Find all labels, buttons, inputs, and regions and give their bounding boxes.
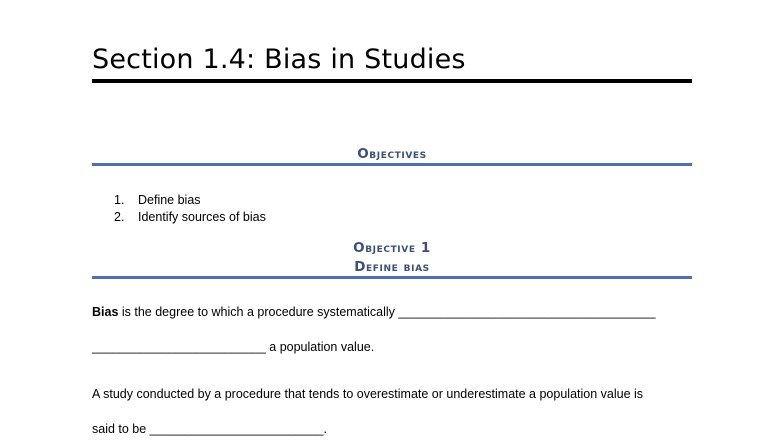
list-number: 1.	[114, 193, 125, 207]
objectives-list	[114, 192, 266, 226]
paragraph-said-to-be: said to be _________________________.	[92, 422, 327, 436]
section-title: Section 1.4: Bias in Studies	[92, 44, 466, 75]
title-rule	[92, 79, 692, 83]
objective1-heading-line2: Define bias	[354, 259, 430, 275]
list-text: Identify sources of bias	[138, 210, 266, 224]
paragraph-blank-line: _________________________ a population value.	[92, 340, 375, 354]
objective1-rule	[92, 276, 692, 279]
bias-term: Bias	[92, 305, 119, 319]
objectives-heading: Objectives	[357, 146, 427, 162]
paragraph-bias-definition	[92, 304, 656, 320]
list-item	[114, 192, 266, 209]
list-text: Define bias	[138, 193, 201, 207]
objectives-rule	[92, 163, 692, 166]
paragraph-study: A study conducted by a procedure that tends to overestimate or underestimate a population value is	[92, 387, 644, 401]
list-number: 2.	[114, 210, 125, 224]
paragraph-text: is the degree to which a procedure systematically _____________________________________	[118, 305, 656, 319]
list-item	[114, 209, 266, 226]
objective1-heading-line1: Objective 1	[353, 240, 431, 256]
